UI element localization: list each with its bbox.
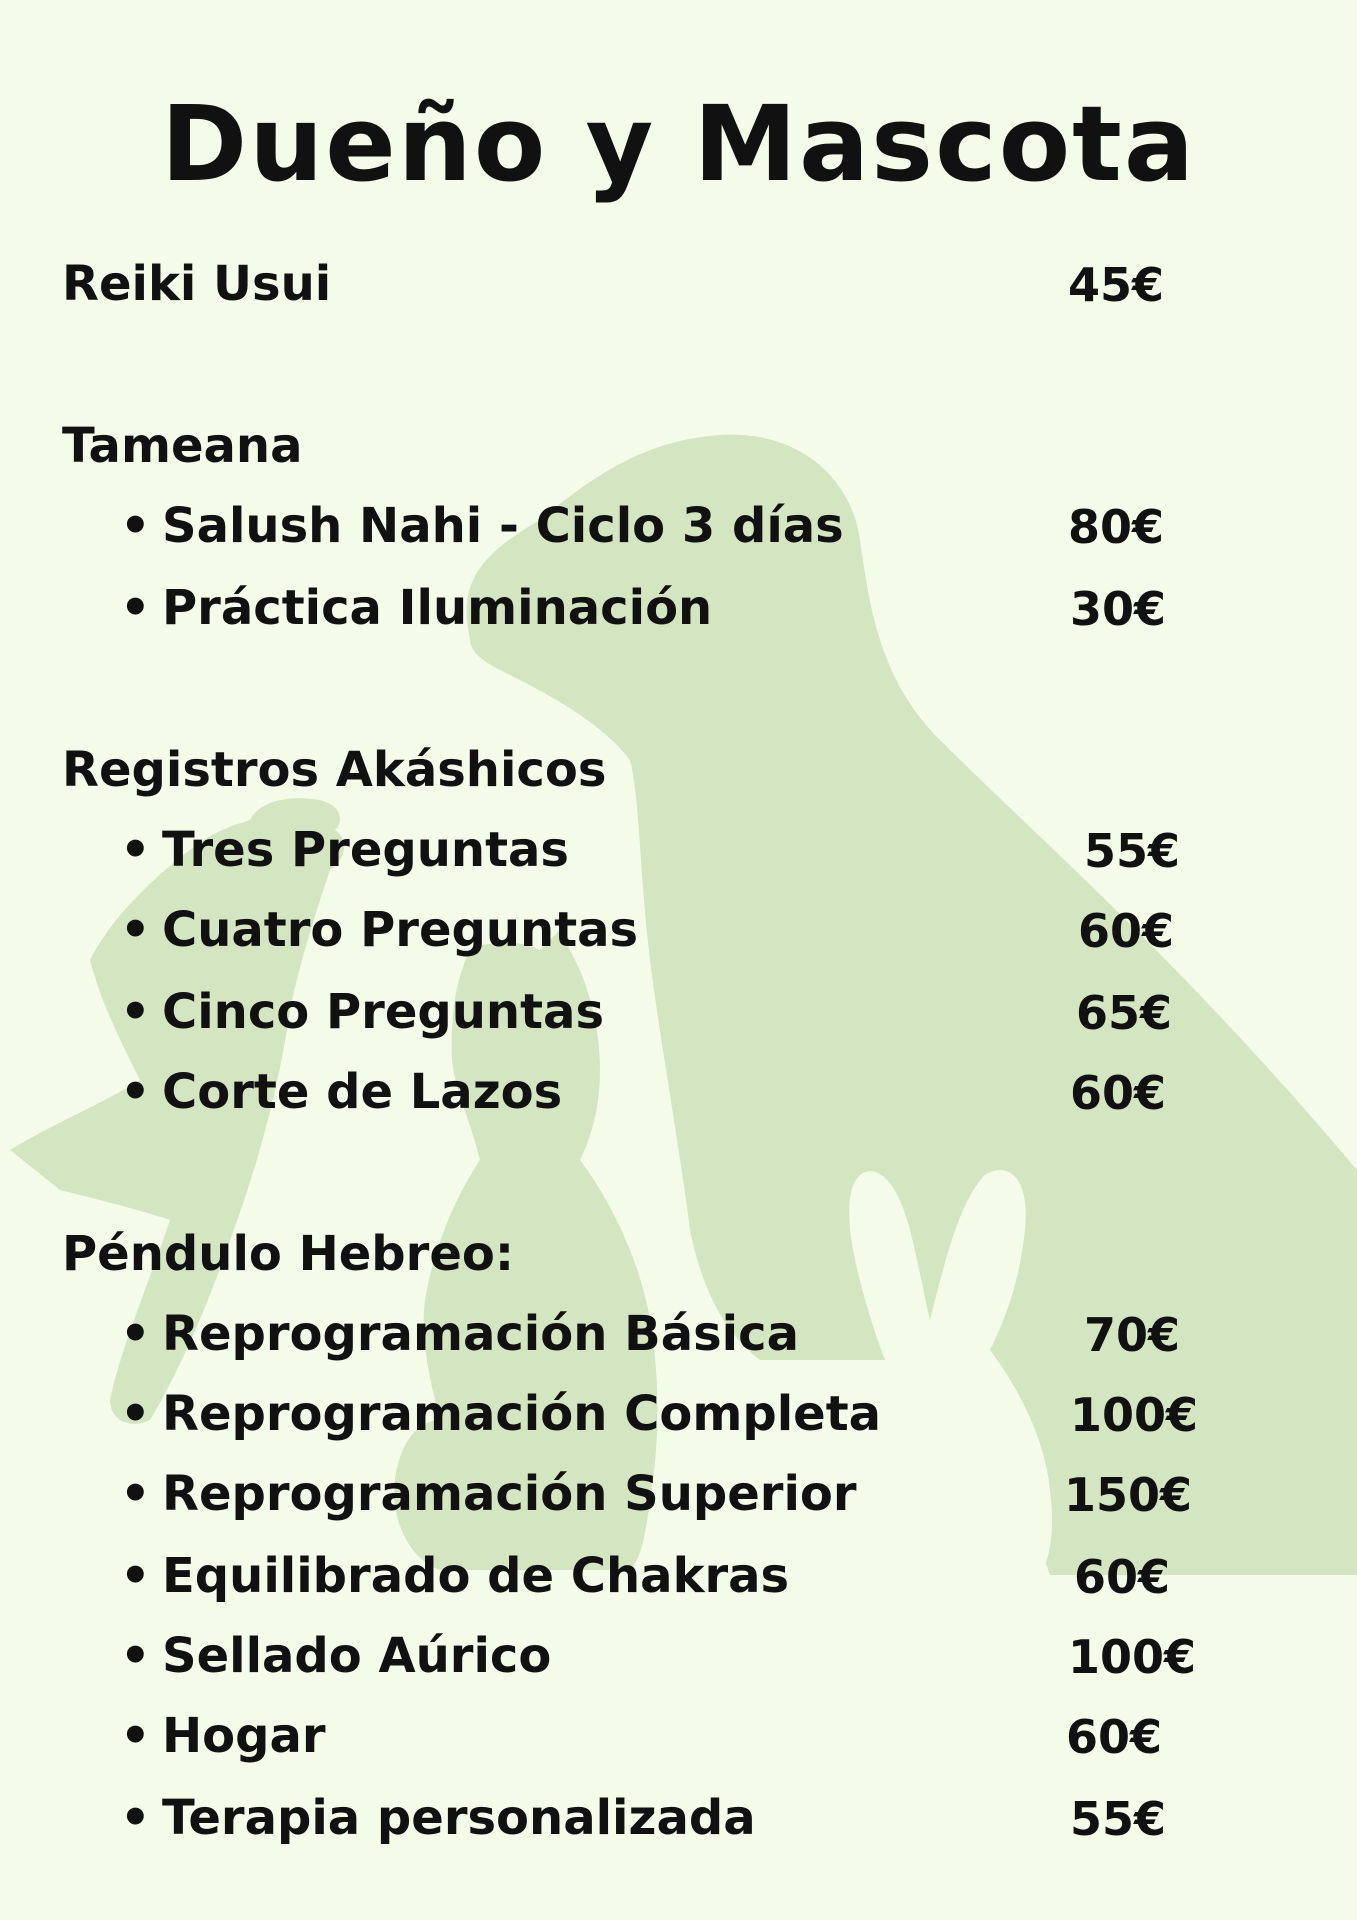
item-label: Sellado Aúrico bbox=[162, 1628, 552, 1684]
page-title: Dueño y Mascota bbox=[160, 83, 1197, 205]
item-price: 80€ bbox=[1068, 500, 1165, 554]
list-item bbox=[120, 902, 639, 958]
item-price: 60€ bbox=[1066, 1710, 1163, 1764]
list-item bbox=[120, 1790, 756, 1846]
section-title-reiki-usui: Reiki Usui bbox=[62, 256, 332, 312]
list-item bbox=[120, 498, 844, 554]
bullet-icon: • bbox=[120, 1708, 151, 1764]
list-item bbox=[120, 1466, 857, 1522]
item-price: 55€ bbox=[1084, 824, 1181, 878]
bullet-icon: • bbox=[120, 1548, 151, 1604]
item-label: Terapia personalizada bbox=[162, 1790, 756, 1846]
item-label: Equilibrado de Chakras bbox=[162, 1548, 790, 1604]
bullet-icon: • bbox=[120, 1628, 151, 1684]
item-price: 70€ bbox=[1084, 1308, 1181, 1362]
list-item bbox=[120, 1386, 882, 1442]
list-item bbox=[120, 1306, 799, 1362]
item-label: Hogar bbox=[162, 1708, 326, 1764]
item-label: Reprogramación Completa bbox=[162, 1386, 882, 1442]
list-item bbox=[120, 984, 605, 1040]
item-price: 65€ bbox=[1076, 986, 1173, 1040]
item-label: Cinco Preguntas bbox=[162, 984, 605, 1040]
bullet-icon: • bbox=[120, 498, 151, 554]
section-title-registros-akashicos: Registros Akáshicos bbox=[62, 742, 607, 798]
list-item bbox=[120, 1064, 563, 1120]
item-label: Práctica Iluminación bbox=[162, 580, 713, 636]
item-label: Reprogramación Superior bbox=[162, 1466, 857, 1522]
list-item bbox=[120, 1628, 552, 1684]
item-label: Salush Nahi - Ciclo 3 días bbox=[162, 498, 844, 554]
list-item bbox=[120, 580, 713, 636]
section-title-pendulo-hebreo: Péndulo Hebreo: bbox=[62, 1226, 515, 1282]
item-price: 150€ bbox=[1064, 1468, 1193, 1522]
section-title-tameana: Tameana bbox=[62, 418, 303, 474]
item-price: 55€ bbox=[1070, 1792, 1167, 1846]
bullet-icon: • bbox=[120, 822, 151, 878]
bullet-icon: • bbox=[120, 984, 151, 1040]
bullet-icon: • bbox=[120, 1386, 151, 1442]
item-price: 100€ bbox=[1070, 1388, 1199, 1442]
bullet-icon: • bbox=[120, 902, 151, 958]
list-item bbox=[120, 1548, 790, 1604]
item-price: 100€ bbox=[1068, 1630, 1197, 1684]
item-price: 60€ bbox=[1078, 904, 1175, 958]
price-reiki-usui: 45€ bbox=[1068, 258, 1165, 312]
bullet-icon: • bbox=[120, 1064, 151, 1120]
bullet-icon: • bbox=[120, 1790, 151, 1846]
bullet-icon: • bbox=[120, 580, 151, 636]
item-label: Corte de Lazos bbox=[162, 1064, 563, 1120]
item-label: Reprogramación Básica bbox=[162, 1306, 799, 1362]
item-price: 60€ bbox=[1074, 1550, 1171, 1604]
list-item bbox=[120, 822, 569, 878]
item-label: Cuatro Preguntas bbox=[162, 902, 639, 958]
list-item bbox=[120, 1708, 326, 1764]
bullet-icon: • bbox=[120, 1306, 151, 1362]
item-price: 60€ bbox=[1070, 1066, 1167, 1120]
item-label: Tres Preguntas bbox=[162, 822, 569, 878]
item-price: 30€ bbox=[1070, 582, 1167, 636]
bullet-icon: • bbox=[120, 1466, 151, 1522]
